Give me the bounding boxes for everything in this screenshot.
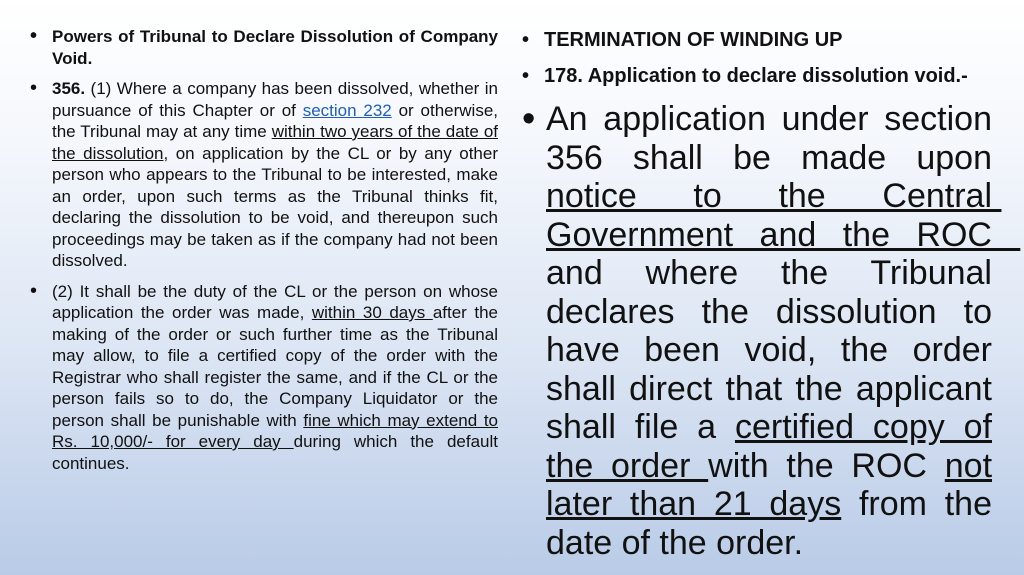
rule-178-text: 178. Application to declare dissolution void.- [544,65,968,87]
bullet-application-text [522,100,1021,562]
underlined-21-days: not later than 21 days [546,446,993,523]
text-run: after the making of the order or such further time as the Tribunal may allow, to file a certified copy of the order with the Registrar who shall register the same, and if the CL or the person fails so to do, the Company Liquidator or the person shall be punishable with [52,303,499,430]
left-bullet-list [30,26,498,474]
text-run: from the date of the order. [546,485,992,562]
text-run: during which the default continues. [52,432,498,473]
text-run: or otherwise, the Tribunal may at any time [52,100,498,141]
right-column [522,28,1021,562]
underlined-30-days: within 30 days [311,303,433,322]
bullet-rule-178 [522,64,992,89]
left-column [30,26,498,483]
bullet-termination-heading [522,28,992,53]
section-number: 356. [52,79,86,98]
right-bullet-list [522,28,1021,562]
text-run: , on application by the CL or by any other person who appears to the Tribunal to be interested, make an order, upon such terms as the Tribunal thinks fit, declaring the dissolution to be void, and thereupon such proceedings may be taken as if the company had not been dissolved. [52,143,498,270]
underlined-notice: notice to the Central Government and the ROC [546,177,1021,254]
bullet-section-356-1 [30,78,498,272]
bullet-heading-powers [30,26,498,69]
text-run: with the ROC [708,446,945,485]
underlined-certified-copy: certified copy of the order [546,408,992,485]
heading-powers-text: Powers of Tribunal to Declare Dissolution of Company Void. [52,27,498,68]
text-run: (2) It shall be the duty of the CL or the person on whose application the order was made, [52,281,498,322]
text-run: and where the Tribunal declares the dissolution to have been void, the order shall direct that the applicant shall file a [546,254,992,446]
text-run: (1) Where a company has been dissolved, whether in pursuance of this Chapter or of [52,79,498,120]
termination-heading-text: TERMINATION OF WINDING UP [544,29,843,51]
section-232-link[interactable]: section 232 [302,100,392,120]
underlined-fine: fine which may extend to Rs. 10,000/- for every day [52,410,498,451]
bullet-section-356-2 [30,281,498,475]
text-run: An application under section 356 shall be made upon [546,100,992,177]
underlined-time-limit: within two years of the date of the dissolution [52,122,498,163]
